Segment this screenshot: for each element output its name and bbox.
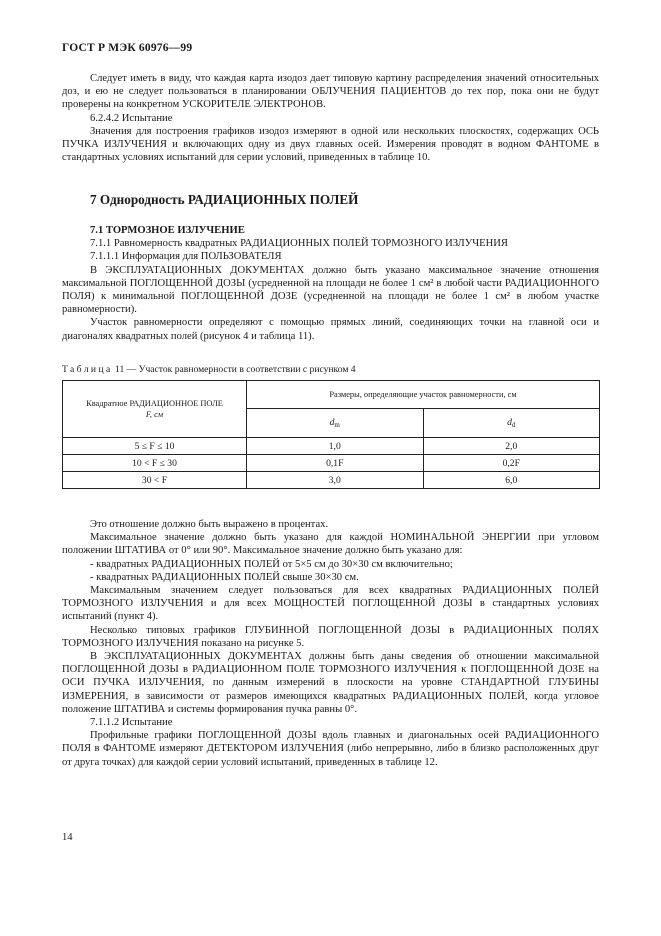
subclause-heading: 7.1.1.1 Информация для ПОЛЬЗОВАТЕЛЯ (90, 251, 282, 263)
paragraph: Максимальным значением следует пользоваться для всех квадратных РАДИАЦИОННЫХ ПОЛЕЙ ТОРМОЗНОГО ИЗЛУЧЕНИЯ и для всех МОЩНОСТЕЙ ПОГЛОЩЕННОЙ ДОЗЫ в стандартных условиях испытаний (пункт 4). (62, 585, 599, 623)
subclause-heading: 6.2.4.2 Испытание (90, 112, 173, 124)
cell: 0,2F (423, 455, 600, 472)
col-header-line2: F, см (145, 410, 164, 419)
table-row (63, 438, 600, 455)
col-header-dd (423, 409, 600, 438)
table-row (63, 455, 600, 472)
table-row (63, 472, 600, 489)
paragraph: В ЭКСПЛУАТАЦИОННЫХ ДОКУМЕНТАХ должны быть даны сведения об отношении максимальной ПОГЛОЩЕННОЙ ДОЗЫ в РАДИАЦИОННОМ ПОЛЕ ТОРМОЗНОГО ИЗЛУЧЕНИЯ к ПОГЛОЩЕННОЙ ДОЗЕ на ОСИ ПУЧКА ИЗЛУЧЕНИЯ, по данным измерений в плоскости на уровне СТАНДАРТНОЙ ГЛУБИНЫ ИЗМЕРЕНИЯ, в зависимости от размеров имеющихся квадратных РАДИАЦИОННЫХ ПОЛЕЙ, когда угловое положение ШТАТИВА и системы формирования пучка равны 0°. (62, 651, 599, 715)
list-item: - квадратных РАДИАЦИОННЫХ ПОЛЕЙ свыше 30×30 см. (90, 571, 359, 583)
cell: 6,0 (423, 472, 600, 489)
page-header: ГОСТ Р МЭК 60976—99 (62, 42, 193, 54)
paragraph: Это отношение должно быть выражено в процентах. (90, 519, 329, 530)
mid-text (62, 224, 599, 343)
paragraph: Участок равномерности определяют с помощью прямых линий, соединяющих точки на главной оси и диагоналях квадратных полей (рисунок 4 и таблица 11). (62, 317, 599, 342)
clause-heading: 7.1 ТОРМОЗНОЕ ИЗЛУЧЕНИЕ (90, 225, 245, 236)
table-caption (62, 364, 356, 375)
dm-sub: m (334, 421, 340, 429)
paragraph: Несколько типовых графиков ГЛУБИННОЙ ПОГЛОЩЕННОЙ ДОЗЫ в РАДИАЦИОННЫХ ПОЛЯХ ТОРМОЗНОГО ИЗЛУЧЕНИЯ показано на рисунке 5. (62, 624, 599, 649)
group-header: Размеры, определяющие участок равномерности, см (247, 381, 600, 409)
col-header-field (63, 381, 247, 438)
caption-label: Таблица (62, 364, 113, 375)
uniformity-table (62, 380, 600, 489)
dd-symbol: d (507, 417, 512, 428)
subclause-heading: 7.1.1.2 Испытание (90, 717, 173, 729)
cell: 30 < F (63, 472, 247, 489)
paragraph: Следует иметь в виду, что каждая карта изодоз дает типовую картину распределения значений относительных доз, и ею не следует пользоваться в планировании ОБЛУЧЕНИЯ ПАЦИЕНТОВ до тех пор, пока они не будут проверены на конкретном УСКОРИТЕЛЕ ЭЛЕКТРОНОВ. (62, 73, 599, 111)
paragraph: Профильные графики ПОГЛОЩЕННОЙ ДОЗЫ вдоль главных и диагональных осей РАДИАЦИОННОГО ПОЛЯ в ФАНТОМЕ измеряют ДЕТЕКТОРОМ ИЗЛУЧЕНИЯ (либо непрерывно, либо в близко расположенных друг от друга точках) для каждой серии условий испытаний, приведенных в таблице 12. (62, 730, 599, 768)
paragraph: В ЭКСПЛУАТАЦИОННЫХ ДОКУМЕНТАХ должно быть указано максимальное значение отношения максимальной ПОГЛОЩЕННОЙ ДОЗЫ (усредненной на площади не более 1 см² в любой части РАДИАЦИОННОГО ПОЛЯ) к минимальной ПОГЛОЩЕННОЙ ДОЗЕ (усредненной на площади не более 1 см² в любом участке равномерности). (62, 264, 599, 316)
paragraph: Значения для построения графиков изодоз измеряют в одной или нескольких плоскостях, содержащих ОСЬ ПУЧКА ИЗЛУЧЕНИЯ и включающих одну из двух главных осей. Измерения проводят в водном ФАНТОМЕ в стандартных условиях испытаний для серии условий, приведенных в таблице 10. (62, 125, 599, 164)
cell: 3,0 (247, 472, 424, 489)
cell: 2,0 (423, 438, 600, 455)
bottom-text (62, 518, 599, 769)
subclause-heading: 7.1.1 Равномерность квадратных РАДИАЦИОННЫХ ПОЛЕЙ ТОРМОЗНОГО ИЗЛУЧЕНИЯ (90, 238, 508, 250)
col-header-line1: Квадратное РАДИАЦИОННОЕ ПОЛЕ (86, 399, 223, 408)
dm-symbol: d (329, 417, 335, 428)
dd-sub: d (511, 421, 516, 429)
top-text (62, 72, 599, 164)
cell: 5 ≤ F ≤ 10 (63, 438, 247, 455)
paragraph: Максимальное значение должно быть указано для каждой НОМИНАЛЬНОЙ ЭНЕРГИИ при угловом положении ШТАТИВА от 0° или 90°. Максимальное значение должно быть указано для: (62, 532, 599, 557)
caption-text: 11 — Участок равномерности в соответствии с рисунком 4 (115, 364, 356, 375)
cell: 10 < F ≤ 30 (63, 455, 247, 472)
col-header-dm (247, 409, 424, 438)
page-number: 14 (62, 832, 73, 843)
section-title: 7 Однородность РАДИАЦИОННЫХ ПОЛЕЙ (90, 192, 359, 207)
cell: 0,1F (247, 455, 424, 472)
cell: 1,0 (247, 438, 424, 455)
list-item: - квадратных РАДИАЦИОННЫХ ПОЛЕЙ от 5×5 см до 30×30 см включительно; (90, 558, 453, 570)
